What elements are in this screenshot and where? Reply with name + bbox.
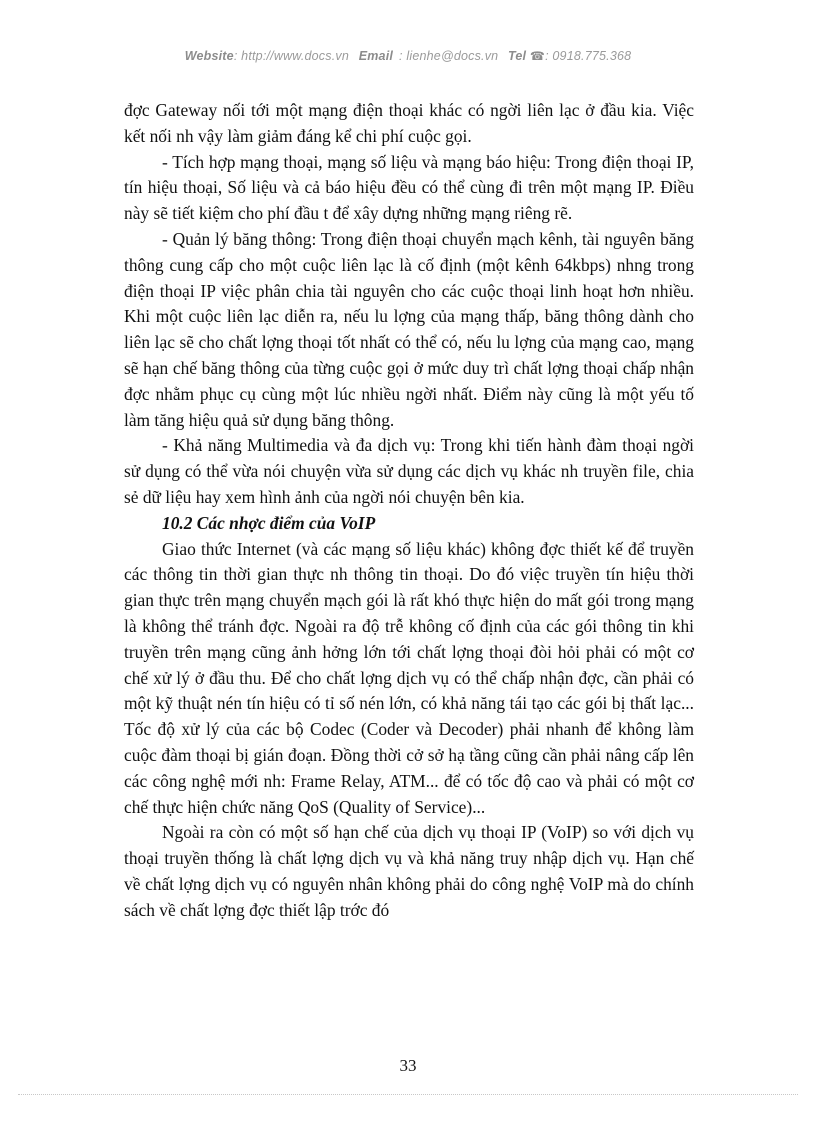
phone-icon: ☎ [529, 49, 546, 63]
paragraph-limitations: Ngoài ra còn có một số hạn chế của dịch vụ thoại IP (VoIP) so với dịch vụ thoại truyền thống là chất lợng dịch vụ và khả năng truy nhập dịch vụ. Hạn chế về chất lợng dịch vụ có nguyên nhân không phải do công nghệ VoIP mà do chính sách về chất lợng đợc thiết lập trớc đó [124, 822, 694, 920]
tel-value: : 0918.775.368 [545, 49, 632, 63]
paragraph-integration: - Tích hợp mạng thoại, mạng số liệu và mạng báo hiệu: Trong điện thoại IP, tín hiệu thoại, Số liệu và cả báo hiệu đều có thể cùng đi trên một mạng IP. Điều này sẽ tiết kiệm cho phí đầu t để xây dựng những mạng riêng rẽ. [124, 151, 694, 224]
document-body [124, 98, 694, 924]
email-label: Email [358, 49, 394, 63]
footer-divider [18, 1094, 798, 1095]
paragraph-protocol: Giao thức Internet (và các mạng số liệu khác) không đợc thiết kế để truyền các thông tin thời gian thực nh thông tin thoại. Do đó việc truyền tín hiệu thời gian thực trên mạng chuyển mạch gói là rất khó thực hiện do mất gói trong mạng là không thể tránh đợc. Ngoài ra độ trễ không cố định của các gói thông tin khi truyền trên mạng cũng ảnh hởng lớn tới chất lợng thoại đòi hỏi phải có một cơ chế xử lý ở đầu thu. Để cho chất lợng dịch vụ có thể chấp nhận đợc, cần phải có một kỹ thuật nén tín hiệu có tỉ số nén lớn, có khả năng tái tạo các gói bị thất lạc... Tốc độ xử lý của các bộ Codec (Coder và Decoder) phải nhanh để không làm cuộc đàm thoại bị gián đoạn. Đồng thời cở sở hạ tầng cũng cần phải nâng cấp lên các công nghệ mới nh: Frame Relay, ATM... để có tốc độ cao và phải có một cơ chế thực hiện chức năng QoS (Quality of Service)... [124, 538, 694, 817]
section-heading: 10.2 Các nhợc điểm của VoIP [162, 512, 376, 533]
paragraph-bandwidth: - Quản lý băng thông: Trong điện thoại chuyển mạch kênh, tài nguyên băng thông cung cấp cho một cuộc liên lạc là cố định (một kênh 64kbps) nhng trong điện thoại IP việc phân chia tài nguyên cho các cuộc thoại linh hoạt hơn nhiều. Khi một cuộc liên lạc diễn ra, nếu lu lợng của mạng thấp, băng thông dành cho liên lạc sẽ cho chất lợng thoại tốt nhất có thể có, nếu lu lợng của mạng cao, mạng sẽ hạn chế băng thông của từng cuộc gọi ở mức duy trì chất lợng thoại chấp nhận đợc nhằm phục cụ cùng một lúc nhiều ngời nhất. Điểm này cũng là một yếu tố làm tăng hiệu quả sử dụng băng thông. [124, 228, 694, 430]
tel-label: Tel [508, 49, 527, 63]
email-value: : lienhe@docs.vn [399, 49, 499, 63]
paragraph-multimedia: - Khả năng Multimedia và đa dịch vụ: Trong khi tiến hành đàm thoại ngời sử dụng có thể vừa nói chuyện vừa sử dụng các dịch vụ khác nh truyền file, chia sẻ dữ liệu hay xem hình ảnh của ngời nói chuyện bên kia. [124, 435, 694, 507]
website-label: Website [184, 49, 234, 63]
website-value: : http://www.docs.vn [233, 49, 349, 63]
paragraph-continued: đợc Gateway nối tới một mạng điện thoại khác có ngời liên lạc ở đầu kia. Việc kết nối nh vậy làm giảm đáng kể chi phí cuộc gọi. [124, 100, 694, 146]
page-header [0, 49, 816, 63]
page-number: 33 [399, 1056, 417, 1075]
